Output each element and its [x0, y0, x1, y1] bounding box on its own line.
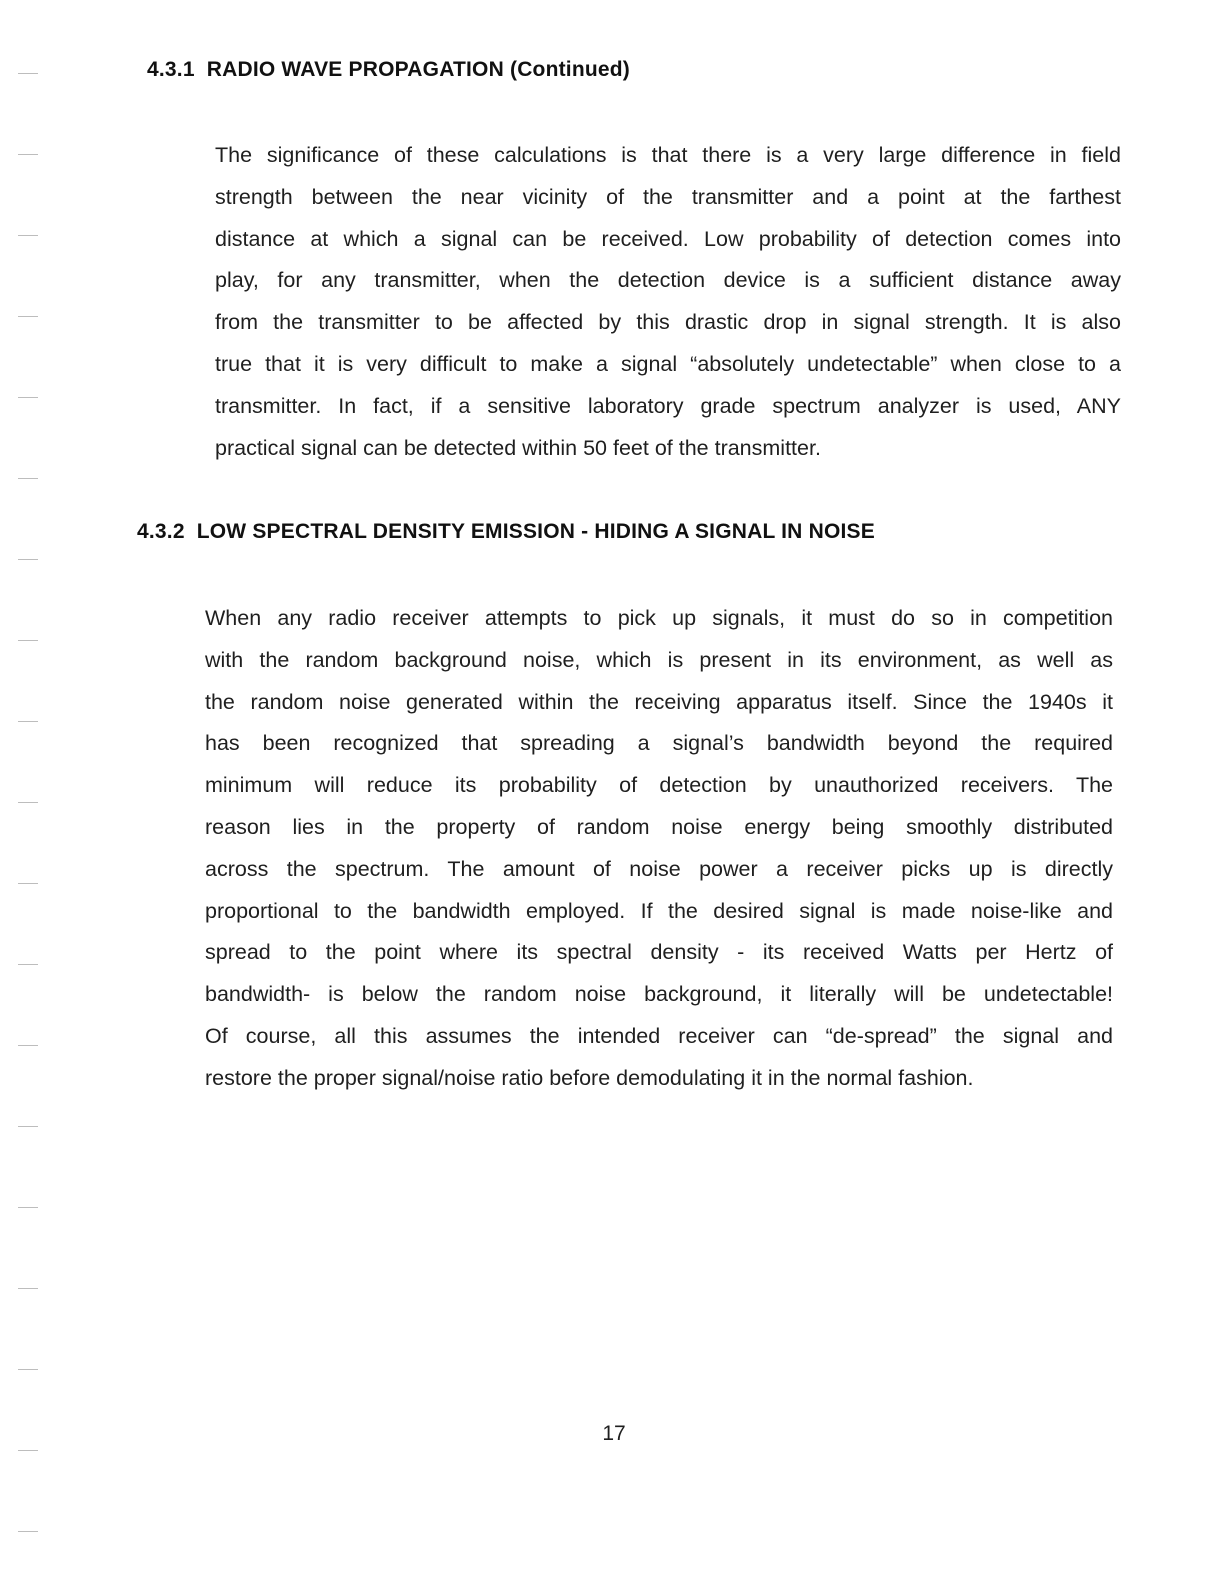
paragraph-line: practical signal can be detected within 50 feet of the transmitter. — [215, 435, 821, 460]
edge-mark — [18, 1369, 38, 1370]
paragraph-low-spectral-density — [205, 598, 1113, 1100]
paragraph-line: with the random background noise, which is present in its environment, as well as — [205, 647, 1113, 672]
paragraph-line: across the spectrum. The amount of noise power a receiver picks up is directly — [205, 856, 1113, 881]
edge-mark — [18, 802, 38, 803]
paragraph-line: The significance of these calculations is that there is a very large difference in field — [215, 143, 1121, 167]
edge-mark — [18, 235, 38, 236]
edge-mark — [18, 397, 38, 398]
paragraph-line: distance at which a signal can be received. Low probability of detection comes into — [215, 226, 1121, 251]
paragraph-line: spread to the point where its spectral density - its received Watts per Hertz of — [205, 940, 1113, 965]
paragraph-line: minimum will reduce its probability of detection by unauthorized receivers. The — [205, 773, 1113, 798]
edge-mark — [18, 1207, 38, 1208]
paragraph-line: from the transmitter to be affected by this drastic drop in signal strength. It is also — [215, 310, 1121, 335]
page-number: 17 — [602, 1422, 626, 1445]
edge-mark — [18, 154, 38, 155]
paragraph-line: Of course, all this assumes the intended receiver can “de-spread” the signal and — [205, 1023, 1113, 1048]
section-heading-4-3-1 — [147, 58, 630, 82]
section-heading-4-3-2 — [137, 520, 875, 544]
edge-mark — [18, 559, 38, 560]
section-number: 4.3.1 — [147, 58, 195, 81]
paragraph-line: transmitter. In fact, if a sensitive laboratory grade spectrum analyzer is used, ANY — [215, 393, 1121, 418]
section-number: 4.3.2 — [137, 520, 185, 543]
paragraph-line: When any radio receiver attempts to pick up signals, it must do so in competition — [205, 606, 1113, 630]
edge-mark — [18, 73, 38, 74]
section-title: LOW SPECTRAL DENSITY EMISSION - HIDING A SIGNAL IN NOISE — [196, 520, 875, 543]
paragraph-line: bandwidth- is below the random noise background, it literally will be undetectable! — [205, 982, 1113, 1007]
edge-mark — [18, 883, 38, 884]
edge-mark — [18, 1288, 38, 1289]
edge-mark — [18, 1531, 38, 1532]
binder-edge-marks — [18, 0, 42, 1582]
edge-mark — [18, 316, 38, 317]
paragraph-line: true that it is very difficult to make a signal “absolutely undetectable” when close to a — [215, 351, 1121, 376]
paragraph-line: the random noise generated within the receiving apparatus itself. Since the 1940s it — [205, 689, 1113, 714]
edge-mark — [18, 1045, 38, 1046]
paragraph-line: has been recognized that spreading a signal’s bandwidth beyond the required — [205, 731, 1113, 756]
edge-mark — [18, 640, 38, 641]
paragraph-radio-wave-propagation — [215, 135, 1121, 469]
paragraph-line: restore the proper signal/noise ratio before demodulating it in the normal fashion. — [205, 1065, 974, 1090]
edge-mark — [18, 478, 38, 479]
paragraph-line: reason lies in the property of random noise energy being smoothly distributed — [205, 814, 1113, 839]
paragraph-line: play, for any transmitter, when the detection device is a sufficient distance away — [215, 268, 1121, 293]
edge-mark — [18, 1450, 38, 1451]
paragraph-line: proportional to the bandwidth employed. If the desired signal is made noise-like and — [205, 898, 1113, 923]
edge-mark — [18, 721, 38, 722]
edge-mark — [18, 1126, 38, 1127]
paragraph-line: strength between the near vicinity of the transmitter and a point at the farthest — [215, 184, 1121, 209]
edge-mark — [18, 964, 38, 965]
section-title: RADIO WAVE PROPAGATION (Continued) — [206, 58, 630, 81]
